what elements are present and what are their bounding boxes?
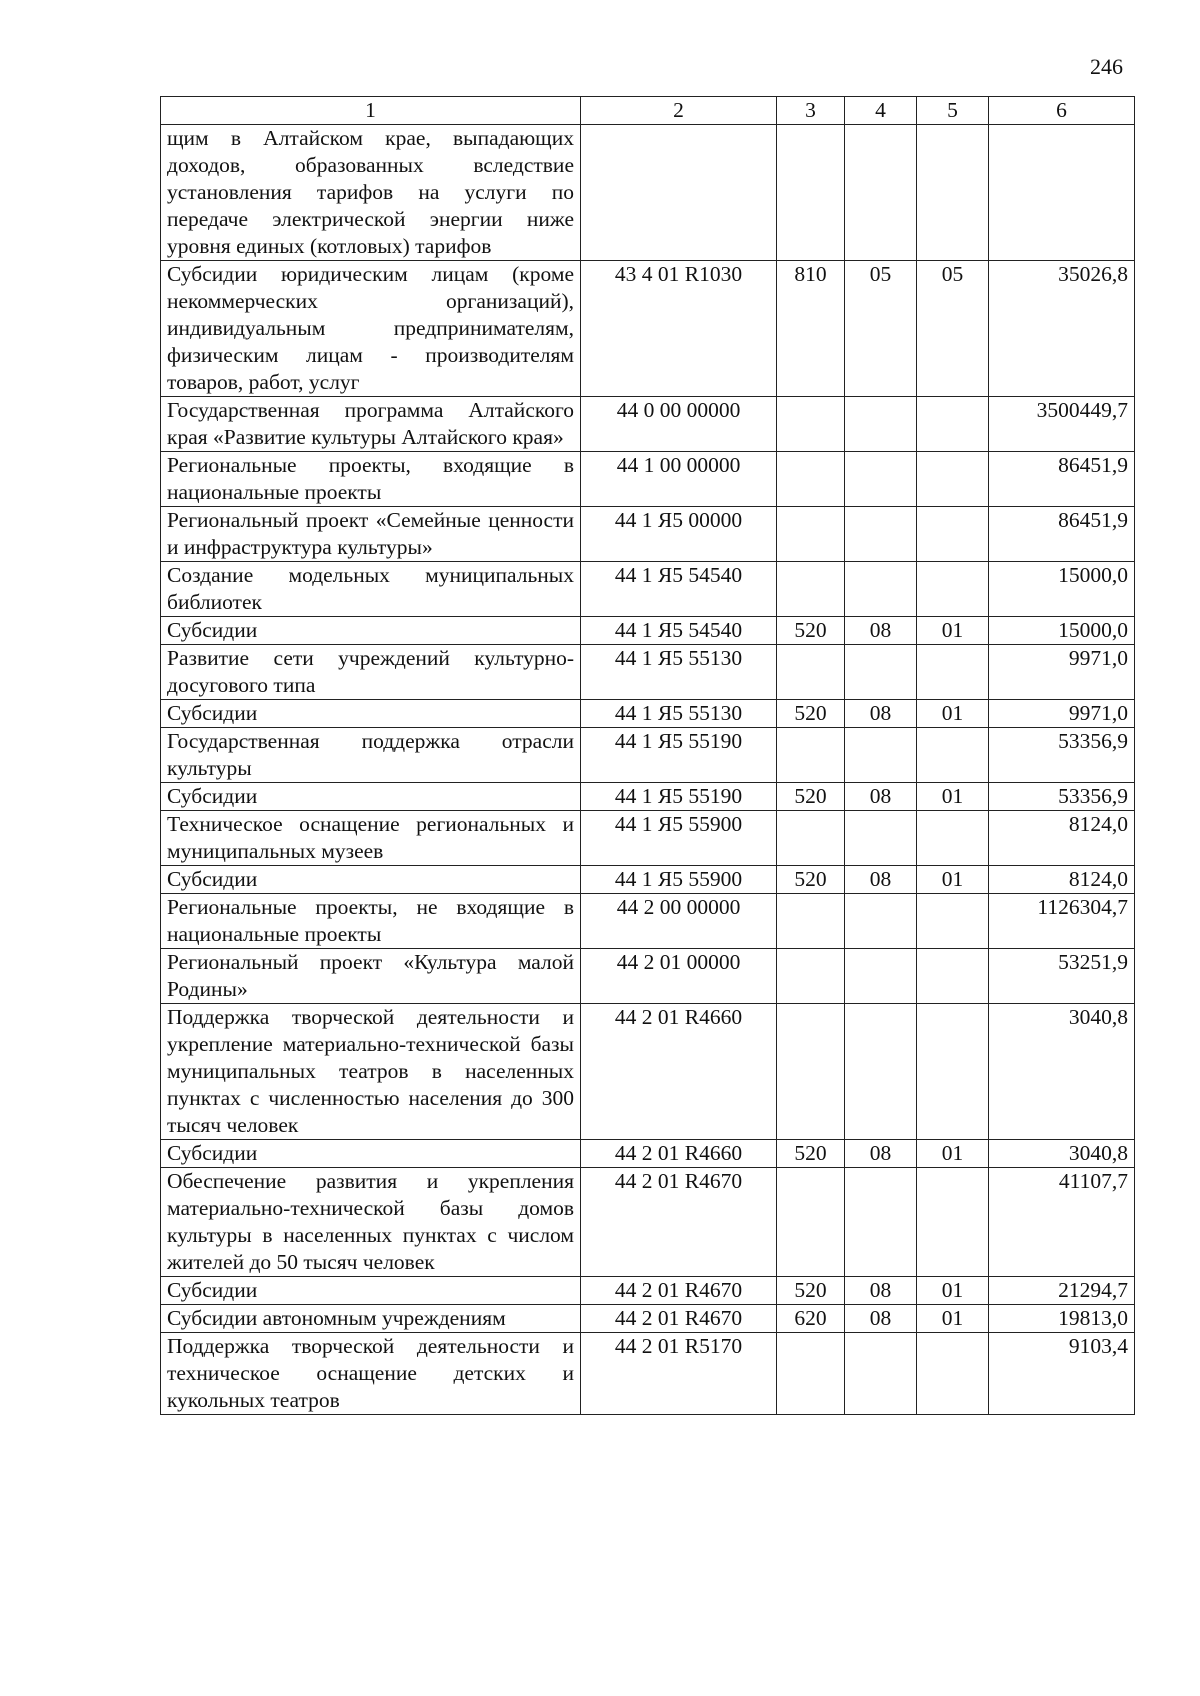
row-subsection: [917, 894, 989, 949]
row-amount: 19813,0: [989, 1305, 1135, 1333]
row-expense-type: 810: [777, 261, 845, 397]
row-section: [845, 397, 917, 452]
row-expense-type: [777, 949, 845, 1004]
row-subsection: 01: [917, 617, 989, 645]
row-expense-type: 520: [777, 783, 845, 811]
row-code: 43 4 01 R1030: [581, 261, 777, 397]
table-row: [161, 1305, 1135, 1333]
row-code: 44 1 Я5 54540: [581, 617, 777, 645]
row-code: 44 1 Я5 54540: [581, 562, 777, 617]
row-expense-type: 520: [777, 1140, 845, 1168]
row-name: Региональный проект «Культура малой Родины»: [161, 949, 581, 1004]
table-header-row: [161, 97, 1135, 125]
row-expense-type: [777, 562, 845, 617]
column-header-1: 1: [161, 97, 581, 125]
column-header-6: 6: [989, 97, 1135, 125]
row-expense-type: [777, 1004, 845, 1140]
table-row: [161, 866, 1135, 894]
row-section: 08: [845, 1305, 917, 1333]
row-section: [845, 507, 917, 562]
row-amount: 53356,9: [989, 728, 1135, 783]
row-expense-type: [777, 452, 845, 507]
row-section: 08: [845, 1140, 917, 1168]
row-amount: 1126304,7: [989, 894, 1135, 949]
row-code: 44 2 01 00000: [581, 949, 777, 1004]
row-expense-type: [777, 125, 845, 261]
row-section: 08: [845, 1277, 917, 1305]
row-name: Субсидии автономным учреждениям: [161, 1305, 581, 1333]
row-amount: [989, 125, 1135, 261]
row-subsection: [917, 507, 989, 562]
table-row: [161, 783, 1135, 811]
row-subsection: [917, 452, 989, 507]
row-subsection: 01: [917, 700, 989, 728]
table-body: [161, 125, 1135, 1415]
row-code: 44 2 01 R4670: [581, 1305, 777, 1333]
row-section: [845, 1004, 917, 1140]
row-name: Субсидии: [161, 866, 581, 894]
row-code: 44 2 01 R4670: [581, 1277, 777, 1305]
row-amount: 86451,9: [989, 507, 1135, 562]
row-section: [845, 125, 917, 261]
row-subsection: [917, 728, 989, 783]
row-code: 44 0 00 00000: [581, 397, 777, 452]
row-section: 05: [845, 261, 917, 397]
row-code: 44 1 Я5 55130: [581, 700, 777, 728]
row-subsection: [917, 562, 989, 617]
row-subsection: [917, 1004, 989, 1140]
row-section: [845, 949, 917, 1004]
table-row: [161, 645, 1135, 700]
row-amount: 35026,8: [989, 261, 1135, 397]
row-section: [845, 1333, 917, 1415]
row-name: Техническое оснащение региональных и муниципальных музеев: [161, 811, 581, 866]
row-section: 08: [845, 700, 917, 728]
row-subsection: [917, 125, 989, 261]
row-code: 44 2 01 R5170: [581, 1333, 777, 1415]
row-amount: 86451,9: [989, 452, 1135, 507]
row-expense-type: 520: [777, 617, 845, 645]
row-code: 44 1 Я5 00000: [581, 507, 777, 562]
table-row: [161, 397, 1135, 452]
row-section: [845, 562, 917, 617]
row-name: Субсидии: [161, 700, 581, 728]
row-expense-type: [777, 645, 845, 700]
row-subsection: 01: [917, 1277, 989, 1305]
row-name: Создание модельных муниципальных библиотек: [161, 562, 581, 617]
row-section: 08: [845, 866, 917, 894]
row-amount: 8124,0: [989, 866, 1135, 894]
page-number: 246: [1090, 54, 1123, 79]
row-expense-type: [777, 811, 845, 866]
row-subsection: [917, 811, 989, 866]
row-amount: 9103,4: [989, 1333, 1135, 1415]
table-row: [161, 1277, 1135, 1305]
row-name: Субсидии: [161, 783, 581, 811]
table-row: [161, 1168, 1135, 1277]
row-expense-type: [777, 1168, 845, 1277]
row-code: 44 1 00 00000: [581, 452, 777, 507]
table-row: [161, 811, 1135, 866]
row-code: 44 1 Я5 55900: [581, 811, 777, 866]
row-expense-type: 520: [777, 700, 845, 728]
row-expense-type: 620: [777, 1305, 845, 1333]
row-name: щим в Алтайском крае, выпадающих доходов, образованных вследствие установления тарифов на услуги по передаче электрической энергии ниже уровня единых (котловых) тарифов: [161, 125, 581, 261]
row-subsection: [917, 645, 989, 700]
row-code: [581, 125, 777, 261]
budget-table: [160, 96, 1135, 1415]
row-amount: 9971,0: [989, 645, 1135, 700]
row-amount: 3500449,7: [989, 397, 1135, 452]
row-name: Государственная поддержка отрасли культуры: [161, 728, 581, 783]
row-amount: 15000,0: [989, 562, 1135, 617]
row-code: 44 1 Я5 55130: [581, 645, 777, 700]
row-amount: 15000,0: [989, 617, 1135, 645]
row-section: [845, 728, 917, 783]
table-row: [161, 617, 1135, 645]
row-section: 08: [845, 617, 917, 645]
row-section: [845, 894, 917, 949]
table-row: [161, 562, 1135, 617]
row-name: Региональный проект «Семейные ценности и инфраструктура культуры»: [161, 507, 581, 562]
table-row: [161, 1333, 1135, 1415]
row-name: Обеспечение развития и укрепления материально-технической базы домов культуры в населенных пунктах с числом жителей до 50 тысяч человек: [161, 1168, 581, 1277]
table-row: [161, 894, 1135, 949]
column-header-4: 4: [845, 97, 917, 125]
row-code: 44 2 01 R4660: [581, 1004, 777, 1140]
row-code: 44 1 Я5 55190: [581, 783, 777, 811]
row-section: [845, 811, 917, 866]
row-section: 08: [845, 783, 917, 811]
table-row: [161, 125, 1135, 261]
table-row: [161, 728, 1135, 783]
column-header-2: 2: [581, 97, 777, 125]
column-header-3: 3: [777, 97, 845, 125]
column-header-5: 5: [917, 97, 989, 125]
row-section: [845, 452, 917, 507]
table-row: [161, 1140, 1135, 1168]
row-name: Субсидии: [161, 1140, 581, 1168]
row-expense-type: [777, 1333, 845, 1415]
row-name: Поддержка творческой деятельности и укрепление материально-технической базы муниципальных театров в населенных пунктах с численностью населения до 300 тысяч человек: [161, 1004, 581, 1140]
row-code: 44 2 00 00000: [581, 894, 777, 949]
row-section: [845, 1168, 917, 1277]
row-amount: 3040,8: [989, 1004, 1135, 1140]
row-amount: 53251,9: [989, 949, 1135, 1004]
row-expense-type: 520: [777, 1277, 845, 1305]
table-row: [161, 700, 1135, 728]
table-row: [161, 452, 1135, 507]
row-name: Региональные проекты, не входящие в национальные проекты: [161, 894, 581, 949]
row-subsection: [917, 397, 989, 452]
row-name: Региональные проекты, входящие в национальные проекты: [161, 452, 581, 507]
row-code: 44 1 Я5 55190: [581, 728, 777, 783]
row-expense-type: [777, 728, 845, 783]
row-amount: 9971,0: [989, 700, 1135, 728]
row-name: Субсидии юридическим лицам (кроме некоммерческих организаций), индивидуальным предпринимателям, физическим лицам - производителям товаров, работ, услуг: [161, 261, 581, 397]
row-subsection: [917, 1333, 989, 1415]
row-amount: 53356,9: [989, 783, 1135, 811]
row-expense-type: [777, 397, 845, 452]
row-expense-type: 520: [777, 866, 845, 894]
table-row: [161, 261, 1135, 397]
row-subsection: 05: [917, 261, 989, 397]
row-amount: 41107,7: [989, 1168, 1135, 1277]
table-row: [161, 1004, 1135, 1140]
row-name: Субсидии: [161, 617, 581, 645]
row-amount: 8124,0: [989, 811, 1135, 866]
row-subsection: 01: [917, 866, 989, 894]
row-subsection: 01: [917, 1305, 989, 1333]
row-section: [845, 645, 917, 700]
row-name: Поддержка творческой деятельности и техническое оснащение детских и кукольных театров: [161, 1333, 581, 1415]
row-code: 44 2 01 R4660: [581, 1140, 777, 1168]
row-amount: 3040,8: [989, 1140, 1135, 1168]
table-row: [161, 507, 1135, 562]
row-subsection: [917, 1168, 989, 1277]
row-expense-type: [777, 507, 845, 562]
row-amount: 21294,7: [989, 1277, 1135, 1305]
row-code: 44 2 01 R4670: [581, 1168, 777, 1277]
row-subsection: [917, 949, 989, 1004]
row-subsection: 01: [917, 1140, 989, 1168]
row-subsection: 01: [917, 783, 989, 811]
row-name: Развитие сети учреждений культурно-досугового типа: [161, 645, 581, 700]
table-row: [161, 949, 1135, 1004]
row-code: 44 1 Я5 55900: [581, 866, 777, 894]
row-name: Государственная программа Алтайского края «Развитие культуры Алтайского края»: [161, 397, 581, 452]
row-expense-type: [777, 894, 845, 949]
row-name: Субсидии: [161, 1277, 581, 1305]
